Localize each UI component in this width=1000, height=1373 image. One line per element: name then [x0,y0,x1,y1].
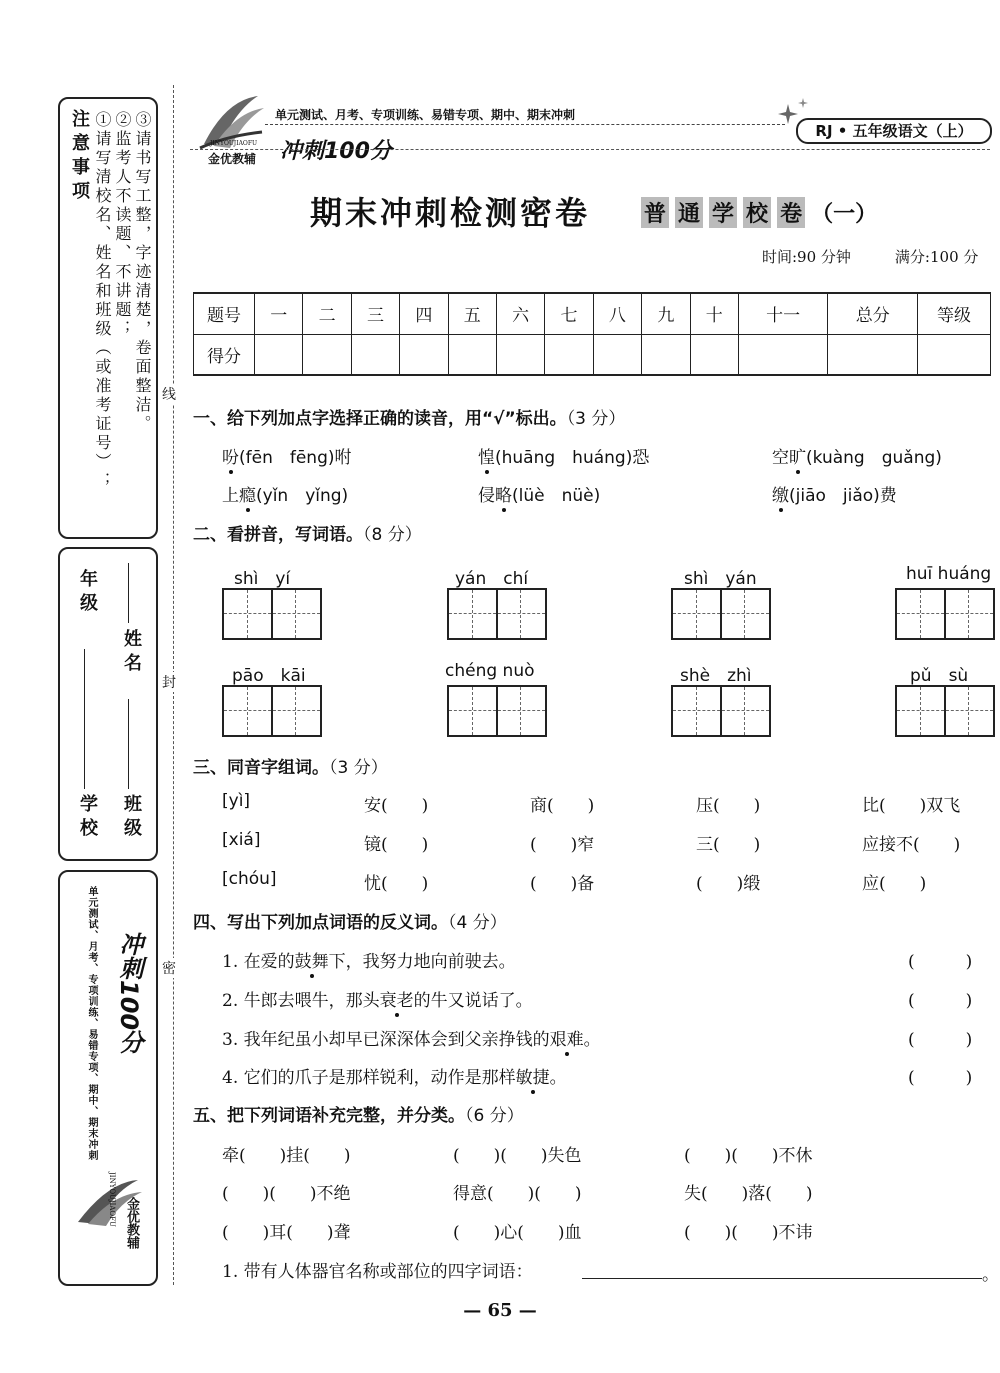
score-header-cell: 题号 [194,293,255,334]
exam-subtitle [641,197,877,228]
notice-box [58,97,158,539]
student-info-box [58,547,158,861]
subtitle-box: 通 [675,197,703,228]
s1-item: 缴(jiāo jiǎo)费 [772,486,897,506]
side-logo-pinyin: JINYOUJIAOFU [108,1172,116,1227]
score-cell[interactable] [593,334,641,375]
score-header-cell: 二 [303,293,351,334]
time-info [762,246,978,267]
score-header-cell: 五 [448,293,496,334]
score-cell[interactable] [400,334,448,375]
s5-answer-line[interactable] [582,1278,982,1279]
writing-grid[interactable] [447,588,547,640]
s3-cell[interactable]: 应( ) [862,874,927,894]
section-5-title: 五、把下列词语补充完整，并分类。（6 分） [193,1106,524,1126]
header-underline [190,149,990,150]
side-brand-title: 冲刺100分 [115,932,143,1055]
score-cell[interactable] [738,334,828,375]
s3-cell[interactable]: 比( )双飞 [862,796,961,816]
s3-pinyin: [xiá] [222,830,261,850]
side-brand-tagline: 单元测试、月考、专项训练、易错专项、期中、期末冲刺 [86,886,97,1161]
s2-pinyin: chéng nuò [445,661,535,681]
score-header-cell: 六 [496,293,544,334]
s2-pinyin: pāo kāi [232,666,306,686]
writing-grid[interactable] [222,588,322,640]
s2-pinyin: huī huáng [906,564,992,584]
score-header-cell: 九 [642,293,690,334]
writing-grid[interactable] [671,588,771,640]
cut-word-seal: 封 [162,672,176,692]
cut-word-line: 线 [162,384,176,404]
score-header-cell: 总分 [828,293,918,334]
score-header-row [194,293,991,334]
subtitle-suffix: （一） [811,201,878,227]
s4-answer-blank[interactable]: ( ) [908,1068,973,1088]
notice-line-3: ③请书写工整，字迹清楚，卷面整洁。 [133,111,152,434]
s3-cell[interactable]: 应接不( ) [862,835,961,855]
score-cell[interactable] [690,334,738,375]
s4-answer-blank[interactable]: ( ) [908,991,973,1011]
writing-grid[interactable] [895,588,995,640]
score-cell[interactable] [303,334,351,375]
score-header-cell: 一 [255,293,303,334]
s2-pinyin: pǔ sù [910,666,969,686]
score-header-cell: 七 [545,293,593,334]
exam-title: 期末冲刺检测密卷 [310,194,591,232]
s5-cell[interactable]: ( )心( )血 [453,1223,582,1243]
s4-answer-blank[interactable]: ( ) [908,952,973,972]
s3-cell[interactable]: ( )备 [530,874,595,894]
s4-answer-blank[interactable]: ( ) [908,1030,973,1050]
full-score: 满分:100 分 [894,248,979,266]
notice-line-2: ②监考人不读题、不讲题； [113,111,132,339]
writing-grid[interactable] [222,685,322,737]
s4-item: 1. 在爱的鼓舞下，我努力地向前驶去。 [222,952,516,972]
grade-label: 年级 [77,569,98,617]
score-header-cell: 等级 [918,293,991,334]
s3-cell[interactable]: 安( ) [364,796,429,816]
score-value-row [194,334,991,375]
s5-cell[interactable]: ( )耳( )聋 [222,1223,351,1243]
brand-title: 冲刺100分 [280,139,392,164]
exam-time: 时间:90 分钟 [762,248,851,266]
s5-cell[interactable]: ( )( )不讳 [684,1223,813,1243]
s2-pinyin: yán chí [455,569,529,589]
class-label: 班级 [121,794,142,842]
subtitle-box: 学 [709,197,737,228]
s5-cell[interactable]: 得意( )( ) [453,1184,582,1204]
s2-pinyin: shè zhì [680,666,752,686]
s3-cell[interactable]: ( )窄 [530,835,595,855]
s5-period: 。 [982,1265,999,1285]
class-blank[interactable] [128,699,129,789]
s1-item: 吩(fēn fēng)咐 [222,448,352,468]
s1-item: 侵略(lüè nüè) [478,486,601,506]
s5-cell[interactable]: 牵( )挂( ) [222,1146,351,1166]
subtitle-box: 普 [641,197,669,228]
section-1-title: 一、给下列加点字选择正确的读音，用“√”标出。（3 分） [193,409,626,429]
s5-cell[interactable]: ( )( )不绝 [222,1184,351,1204]
score-cell[interactable] [255,334,303,375]
page-number: — 65 — [463,1300,537,1321]
s3-pinyin: [chóu] [222,869,277,889]
school-label: 学校 [77,794,98,842]
score-cell[interactable] [918,334,991,375]
header-tagline: 单元测试、月考、专项训练、易错专项、期中、期末冲刺 [275,108,576,122]
s1-item: 惶(huāng huáng)恐 [478,448,650,468]
s5-question: 1. 带有人体器官名称或部位的四字词语： [222,1262,533,1282]
cut-word-secret: 密 [162,958,176,978]
score-row-label: 得分 [194,334,255,375]
logo-pinyin: JINYOUJIAOFU [210,140,258,147]
score-cell[interactable] [828,334,918,375]
score-cell[interactable] [496,334,544,375]
grade-badge: RJ • 五年级语文（上） [796,118,992,144]
side-logo-name: 金优教辅 [124,1197,139,1249]
subtitle-box: 校 [743,197,771,228]
score-header-cell: 八 [593,293,641,334]
header-dash [265,124,785,125]
score-cell[interactable] [448,334,496,375]
s3-cell[interactable]: 忧( ) [364,874,429,894]
s4-item: 4. 它们的爪子是那样锐利，动作是那样敏捷。 [222,1068,567,1088]
score-header-cell: 十 [690,293,738,334]
school-blank[interactable] [84,649,85,789]
score-table [193,292,991,376]
s3-pinyin: [yì] [222,791,251,811]
s3-cell[interactable]: 三( ) [696,835,761,855]
s3-cell[interactable]: 压( ) [696,796,761,816]
s3-cell[interactable]: 镜( ) [364,835,429,855]
subtitle-box: 卷 [777,197,805,228]
side-brand-box [58,870,158,1286]
score-cell[interactable] [642,334,690,375]
s5-cell[interactable]: ( )( )失色 [453,1146,582,1166]
s2-pinyin: shì yí [234,569,291,589]
s3-cell[interactable]: ( )缎 [696,874,761,894]
writing-grid[interactable] [895,685,995,737]
name-blank[interactable] [128,563,129,623]
score-cell[interactable] [545,334,593,375]
section-4-title: 四、写出下列加点词语的反义词。（4 分） [193,913,507,933]
s3-cell[interactable]: 商( ) [530,796,595,816]
s4-item: 2. 牛郎去喂牛，那头衰老的牛又说话了。 [222,991,533,1011]
score-header-cell: 十一 [738,293,828,334]
score-header-cell: 四 [400,293,448,334]
logo-name: 金优教辅 [208,152,257,166]
notice-title: 注意事项 [69,109,90,205]
notice-line-1: ①请写清校名、姓名和班级（或准考证号）； [93,111,112,491]
s5-cell[interactable]: ( )( )不休 [684,1146,813,1166]
s5-cell[interactable]: 失( )落( ) [684,1184,813,1204]
section-3-title: 三、同音字组词。（3 分） [193,758,388,778]
s1-item: 上瘾(yǐn yǐng) [222,486,349,506]
section-2-title: 二、看拼音，写词语。（8 分） [193,525,422,545]
writing-grid[interactable] [447,685,547,737]
s4-item: 3. 我年纪虽小却早已深深体会到父亲挣钱的艰难。 [222,1030,601,1050]
s2-pinyin: shì yán [684,569,757,589]
s1-item: 空旷(kuàng guǎng) [772,448,942,468]
writing-grid[interactable] [671,685,771,737]
name-label: 姓名 [121,629,142,677]
score-cell[interactable] [351,334,399,375]
score-header-cell: 三 [351,293,399,334]
